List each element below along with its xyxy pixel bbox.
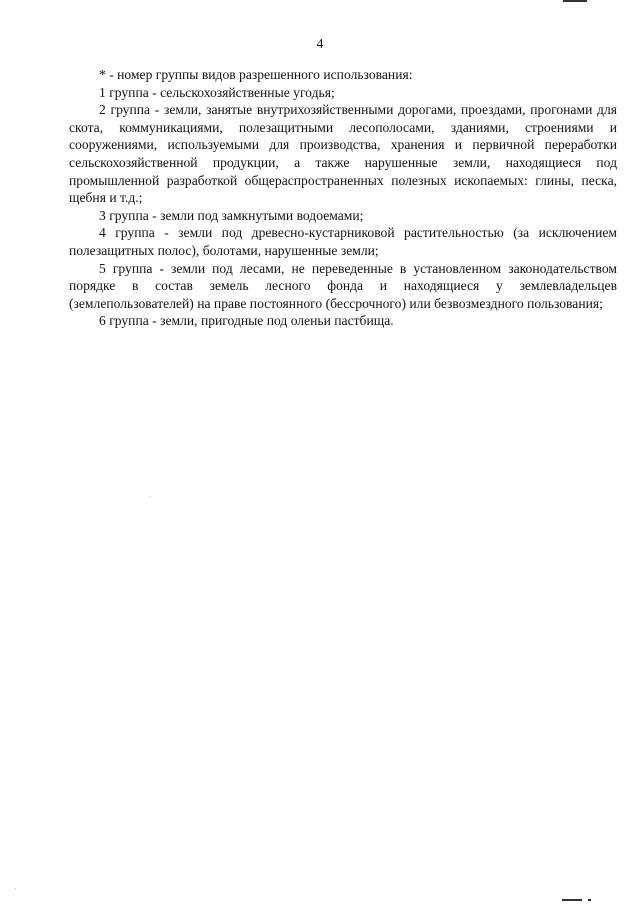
scan-speck [149, 496, 150, 497]
group-1-paragraph: 1 группа - сельскохозяйственные угодья; [99, 84, 335, 100]
page-number: 4 [316, 36, 324, 51]
scan-mark-top [563, 0, 587, 2]
group-3-paragraph: 3 группа - земли под замкнутыми водоемами; [99, 207, 364, 223]
scan-speck [15, 888, 16, 889]
group-4-paragraph: 4 группа - земли под древесно-кустарниковой растительностью (за исключением полезащитных полос), болотами, нарушенные земли; [69, 225, 617, 258]
scan-mark-bottom [588, 899, 591, 901]
group-5-paragraph: 5 группа - земли под лесами, не переведенные в установленном законодательством порядке в состав земель лесного фонда и находящиеся у землевладельцев (землепользователей) на праве постоянного (бессрочного) или безвозмездного пользования; [69, 260, 617, 311]
group-6-paragraph: 6 группа - земли, пригодные под оленьи пастбища. [99, 313, 394, 329]
document-body [69, 66, 617, 330]
footnote-heading: * - номер группы видов разрешенного использования: [99, 67, 413, 82]
scan-mark-bottom [562, 899, 582, 901]
group-2-paragraph: 2 группа - земли, занятые внутрихозяйственными дорогами, проездами, прогонами для скота, коммуникациями, полезащитными лесополосами, зданиями, строениями и сооружениями, используемыми для производства, хранения и первичной переработки сельскохозяйственной продукции, а также нарушенные земли, находящиеся под промышленной разработкой общераспространенных полезных ископаемых: глины, песка, щебня и т.д.; [69, 102, 617, 206]
